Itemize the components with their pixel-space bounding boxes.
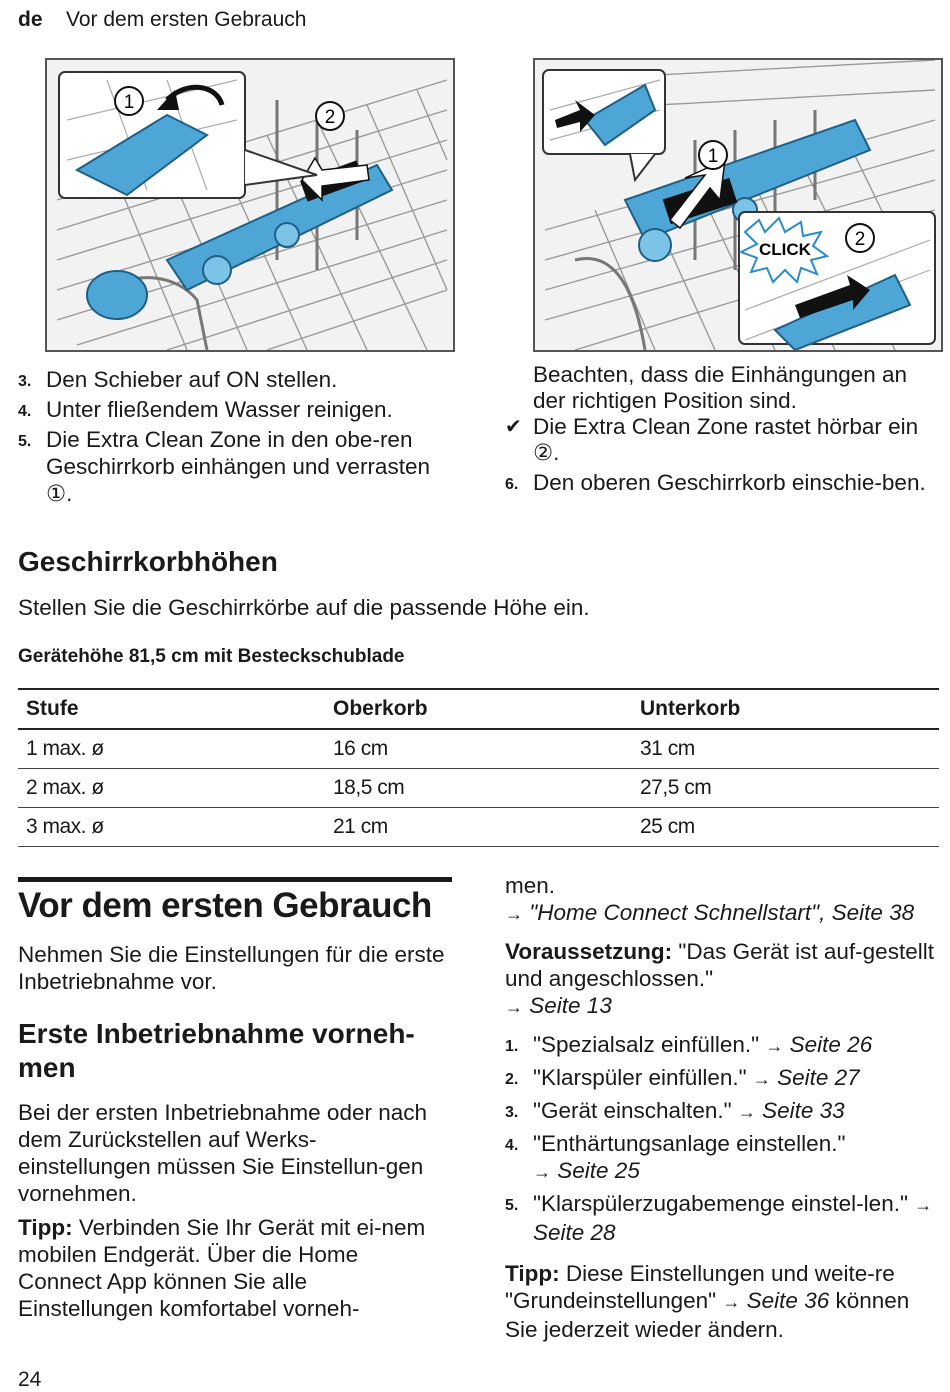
table-cell: 25 cm: [632, 808, 939, 847]
section-title: Geschirrkorbhöhen: [18, 546, 278, 577]
table-cell: 1 max. ø: [18, 729, 325, 769]
table-cell: 21 cm: [325, 808, 632, 847]
step-item: [18, 396, 448, 423]
result-line: [505, 414, 940, 466]
continuation-text: Beachten, dass die Einhängungen an der richtigen Position sind.: [533, 362, 908, 413]
callout-1-label: 1: [123, 92, 135, 113]
basket-height-table: [18, 688, 939, 847]
step-text: Den Schieber auf ON stellen.: [46, 367, 338, 392]
column-header: Oberkorb: [325, 689, 632, 729]
click-label: CLICK: [759, 240, 811, 259]
chapter-right-column: [505, 872, 940, 1343]
table-row: [18, 769, 939, 808]
table-cell: 27,5 cm: [632, 769, 939, 808]
step-item: [18, 426, 448, 507]
tip2-text: Diese Einstellungen und weite-re "Grundeinstellungen": [505, 1261, 895, 1313]
language-code: de: [18, 8, 43, 31]
step-number: 3.: [18, 373, 32, 390]
step-text: Die Extra Clean Zone in den obe-ren Geschirrkorb einhängen und verrasten ①.: [46, 427, 430, 506]
chapter-intro: Nehmen Sie die Einstellungen für die erste Inbetriebnahme vor.: [18, 942, 445, 994]
callout-2-label: 2: [854, 229, 866, 250]
step-item: [505, 470, 940, 496]
tip-link[interactable]: → "Home Connect Schnellstart", Seite 38: [505, 900, 915, 925]
chapter-title: Vor dem ersten Gebrauch: [18, 886, 432, 925]
result-text: Die Extra Clean Zone rastet hörbar ein ②.: [533, 414, 919, 465]
step-item: 4. "Enthärtungsanlage einstellen." → Seite 25: [505, 1131, 846, 1183]
table-cell: 18,5 cm: [325, 769, 632, 808]
step-link[interactable]: → Seite 28: [533, 1195, 933, 1245]
steps-left: [18, 366, 448, 507]
table-row: [18, 729, 939, 769]
step-text: Den oberen Geschirrkorb einschie-ben.: [533, 470, 926, 495]
section-intro: Stellen Sie die Geschirrkörbe auf die passende Höhe ein.: [18, 595, 590, 620]
column-header: Stufe: [18, 689, 325, 729]
table-caption: Gerätehöhe 81,5 cm mit Besteckschublade: [18, 646, 405, 667]
tip-text: Verbinden Sie Ihr Gerät mit ei-nem mobilen Endgerät. Über die Home Connect App können Sie alle Einstellungen komfortabel vorneh-: [18, 1215, 426, 1321]
tip2-label: Tipp:: [505, 1261, 560, 1286]
arrow-right-icon: →: [722, 1292, 741, 1312]
page-number: 24: [18, 1368, 42, 1391]
step-number: 5.: [505, 1197, 519, 1214]
right-column-text: [505, 362, 940, 496]
prerequisite-text: "Das Gerät ist auf-gestellt und angeschlossen.": [505, 939, 934, 991]
step-item: 2. "Klarspüler einfüllen." → Seite 27: [505, 1064, 940, 1093]
table-cell: 3 max. ø: [18, 808, 325, 847]
prerequisite: [505, 938, 940, 992]
step-number: 3.: [505, 1104, 519, 1121]
figure-left: [45, 58, 455, 352]
arrow-right-icon: →: [914, 1195, 933, 1215]
chapter-rule: [18, 877, 452, 882]
arrow-right-icon: →: [505, 997, 523, 1017]
setup-steps: [505, 1031, 940, 1246]
step-item: [18, 366, 448, 393]
step-number: 4.: [18, 403, 32, 420]
step-number: 5.: [18, 433, 32, 450]
checkmark-icon: ✔: [505, 416, 522, 438]
tip-paragraph: [18, 1214, 448, 1322]
step-number: 2.: [505, 1071, 519, 1088]
step-number: 1.: [505, 1038, 519, 1055]
subsection-title: Erste Inbetriebnahme vorneh-men: [18, 1018, 415, 1083]
table-header-row: [18, 689, 939, 729]
column-header: Unterkorb: [632, 689, 939, 729]
arrow-right-icon: →: [737, 1102, 756, 1122]
arrow-right-icon: →: [505, 904, 523, 924]
tip-label: Tipp:: [18, 1215, 73, 1240]
table-cell: 31 cm: [632, 729, 939, 769]
step-6: [505, 470, 940, 496]
prerequisite-label: Voraussetzung:: [505, 939, 673, 964]
step-item: 3. "Gerät einschalten." → Seite 33: [505, 1097, 940, 1126]
table-row: [18, 808, 939, 847]
step-item: 1. "Spezialsalz einfüllen." → Seite 26: [505, 1031, 940, 1060]
arrow-right-icon: →: [533, 1162, 551, 1182]
step-text: Unter fließendem Wasser reinigen.: [46, 397, 393, 422]
subsection-body: Bei der ersten Inbetriebnahme oder nach dem Zurückstellen auf Werks-einstellungen müssen Sie Einstellun-gen vornehmen.: [18, 1100, 428, 1206]
step-number: 4.: [505, 1137, 519, 1154]
step-link[interactable]: → Seite 25: [533, 1158, 640, 1183]
figure-right-illustration: [535, 60, 941, 350]
arrow-right-icon: →: [765, 1036, 784, 1056]
tip2-paragraph: [505, 1260, 940, 1343]
tip-continuation: men.: [505, 873, 556, 898]
callout-1-label: 1: [707, 146, 719, 167]
running-header-title: Vor dem ersten Gebrauch: [66, 8, 307, 31]
tip2-end: können Sie jederzeit wieder ändern.: [505, 1288, 910, 1342]
tip2-link[interactable]: → Seite 36: [722, 1288, 830, 1313]
step-link[interactable]: → Seite 33: [737, 1098, 845, 1123]
figure-right: [533, 58, 943, 352]
prerequisite-link[interactable]: → Seite 13: [505, 993, 612, 1018]
arrow-right-icon: →: [752, 1069, 771, 1089]
step-link[interactable]: → Seite 26: [765, 1032, 873, 1057]
step-item: 5. "Klarspülerzugabemenge einstel-len." → Seite 28: [505, 1191, 933, 1245]
step-link[interactable]: → Seite 27: [752, 1065, 860, 1090]
table-cell: 2 max. ø: [18, 769, 325, 808]
callout-2-label: 2: [324, 107, 336, 128]
step-number: 6.: [505, 476, 519, 493]
figure-left-illustration: [47, 60, 453, 350]
table-cell: 16 cm: [325, 729, 632, 769]
